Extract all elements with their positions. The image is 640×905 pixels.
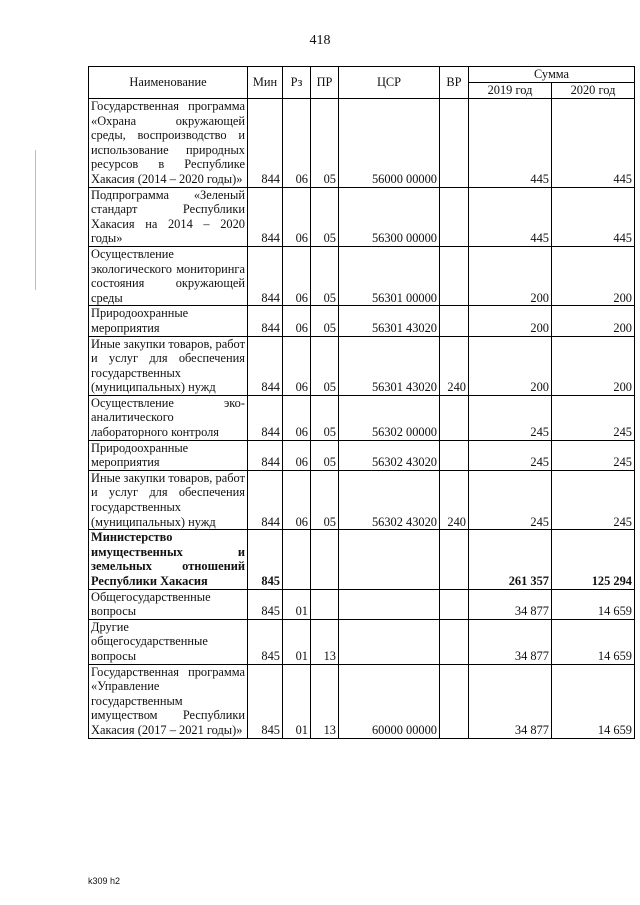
table-row [89,395,635,440]
page-number: 418 [309,33,331,48]
cell-sum-2019: 445 [469,187,552,246]
cell-min: 844 [248,99,283,188]
cell-csr: 56301 43020 [339,306,440,336]
cell-name: Иные закупки товаров, работ и услуг для обеспечения государственных (муниципальных) нужд [89,470,248,529]
table-row [89,470,635,529]
cell-name: Природоохранные мероприятия [89,306,248,336]
cell-pr: 05 [311,187,339,246]
footer-code: k309 h2 [88,876,121,886]
cell-rz: 06 [283,99,311,188]
cell-vr [440,664,469,738]
cell-sum-2020: 14 659 [552,664,635,738]
cell-csr: 56302 43020 [339,440,440,470]
cell-sum-2019: 34 877 [469,589,552,619]
cell-vr [440,246,469,305]
cell-rz: 06 [283,187,311,246]
cell-sum-2020: 125 294 [552,530,635,589]
cell-min: 844 [248,470,283,529]
cell-csr: 56000 00000 [339,99,440,188]
table-row [89,619,635,664]
col-header-vr: ВР [440,67,469,99]
cell-name: Природоохранные мероприятия [89,440,248,470]
cell-sum-2019: 261 357 [469,530,552,589]
cell-pr: 05 [311,99,339,188]
cell-rz: 06 [283,395,311,440]
cell-sum-2019: 245 [469,395,552,440]
cell-pr: 05 [311,470,339,529]
cell-vr [440,395,469,440]
cell-csr: 60000 00000 [339,664,440,738]
cell-pr [311,530,339,589]
table-body [89,99,635,739]
cell-sum-2020: 445 [552,99,635,188]
cell-min: 844 [248,246,283,305]
cell-rz [283,530,311,589]
cell-sum-2019: 245 [469,440,552,470]
cell-csr: 56301 43020 [339,336,440,395]
cell-name: Подпрограмма «Зеленый стандарт Республики Хакасия на 2014 – 2020 годы» [89,187,248,246]
cell-csr [339,619,440,664]
cell-min: 844 [248,395,283,440]
cell-sum-2020: 245 [552,395,635,440]
budget-table [88,66,635,739]
cell-vr [440,619,469,664]
cell-sum-2019: 34 877 [469,619,552,664]
table-row [89,589,635,619]
cell-sum-2020: 200 [552,336,635,395]
cell-rz: 01 [283,589,311,619]
cell-sum-2020: 200 [552,306,635,336]
cell-vr [440,187,469,246]
col-header-2019: 2019 год [469,83,552,99]
cell-rz: 06 [283,246,311,305]
cell-rz: 06 [283,470,311,529]
cell-rz: 01 [283,619,311,664]
col-header-2020: 2020 год [552,83,635,99]
table-row [89,530,635,589]
cell-sum-2019: 34 877 [469,664,552,738]
cell-sum-2020: 14 659 [552,619,635,664]
cell-pr: 05 [311,440,339,470]
cell-pr: 05 [311,246,339,305]
cell-vr: 240 [440,336,469,395]
cell-vr [440,99,469,188]
cell-csr [339,530,440,589]
cell-min: 844 [248,336,283,395]
margin-mark [35,150,36,290]
cell-pr: 13 [311,619,339,664]
table-row [89,187,635,246]
col-header-sum: Сумма [469,67,635,83]
cell-vr [440,306,469,336]
cell-rz: 06 [283,440,311,470]
cell-sum-2020: 245 [552,470,635,529]
table-row [89,440,635,470]
table-header [89,67,635,99]
cell-rz: 06 [283,336,311,395]
cell-name: Иные закупки товаров, работ и услуг для обеспечения государственных (муниципальных) нужд [89,336,248,395]
cell-vr [440,530,469,589]
cell-name: Осуществление эко-аналитического лабораторного контроля [89,395,248,440]
cell-min: 845 [248,530,283,589]
cell-sum-2020: 200 [552,246,635,305]
cell-sum-2020: 445 [552,187,635,246]
col-header-csr: ЦСР [339,67,440,99]
cell-min: 844 [248,440,283,470]
col-header-name: Наименование [89,67,248,99]
cell-name: Осуществление экологического мониторинга состояния окружающей среды [89,246,248,305]
cell-min: 845 [248,589,283,619]
cell-min: 845 [248,619,283,664]
cell-sum-2020: 245 [552,440,635,470]
cell-min: 844 [248,187,283,246]
cell-rz: 01 [283,664,311,738]
table-row [89,664,635,738]
cell-csr: 56302 43020 [339,470,440,529]
cell-sum-2019: 200 [469,336,552,395]
cell-csr: 56300 00000 [339,187,440,246]
table-row [89,99,635,188]
table-row [89,336,635,395]
cell-name: Государственная программа «Охрана окружающей среды, воспроизводство и использование природных ресурсов в Республике Хакасия (2014 – 2020 годы)» [89,99,248,188]
cell-pr: 05 [311,306,339,336]
cell-pr: 05 [311,336,339,395]
cell-vr [440,589,469,619]
cell-sum-2020: 14 659 [552,589,635,619]
cell-vr: 240 [440,470,469,529]
cell-sum-2019: 200 [469,306,552,336]
cell-csr [339,589,440,619]
cell-sum-2019: 200 [469,246,552,305]
table-row [89,246,635,305]
cell-pr: 05 [311,395,339,440]
cell-name: Министерство имущественных и земельных отношений Республики Хакасия [89,530,248,589]
cell-pr [311,589,339,619]
cell-sum-2019: 245 [469,470,552,529]
col-header-min: Мин [248,67,283,99]
cell-min: 845 [248,664,283,738]
cell-name: Другие общегосударственные вопросы [89,619,248,664]
cell-sum-2019: 445 [469,99,552,188]
cell-rz: 06 [283,306,311,336]
cell-csr: 56302 00000 [339,395,440,440]
cell-name: Общегосударственные вопросы [89,589,248,619]
col-header-rz: Рз [283,67,311,99]
cell-pr: 13 [311,664,339,738]
cell-min: 844 [248,306,283,336]
cell-vr [440,440,469,470]
cell-csr: 56301 00000 [339,246,440,305]
cell-name: Государственная программа «Управление государственным имуществом Республики Хакасия (2017 – 2021 годы)» [89,664,248,738]
table-row [89,306,635,336]
col-header-pr: ПР [311,67,339,99]
